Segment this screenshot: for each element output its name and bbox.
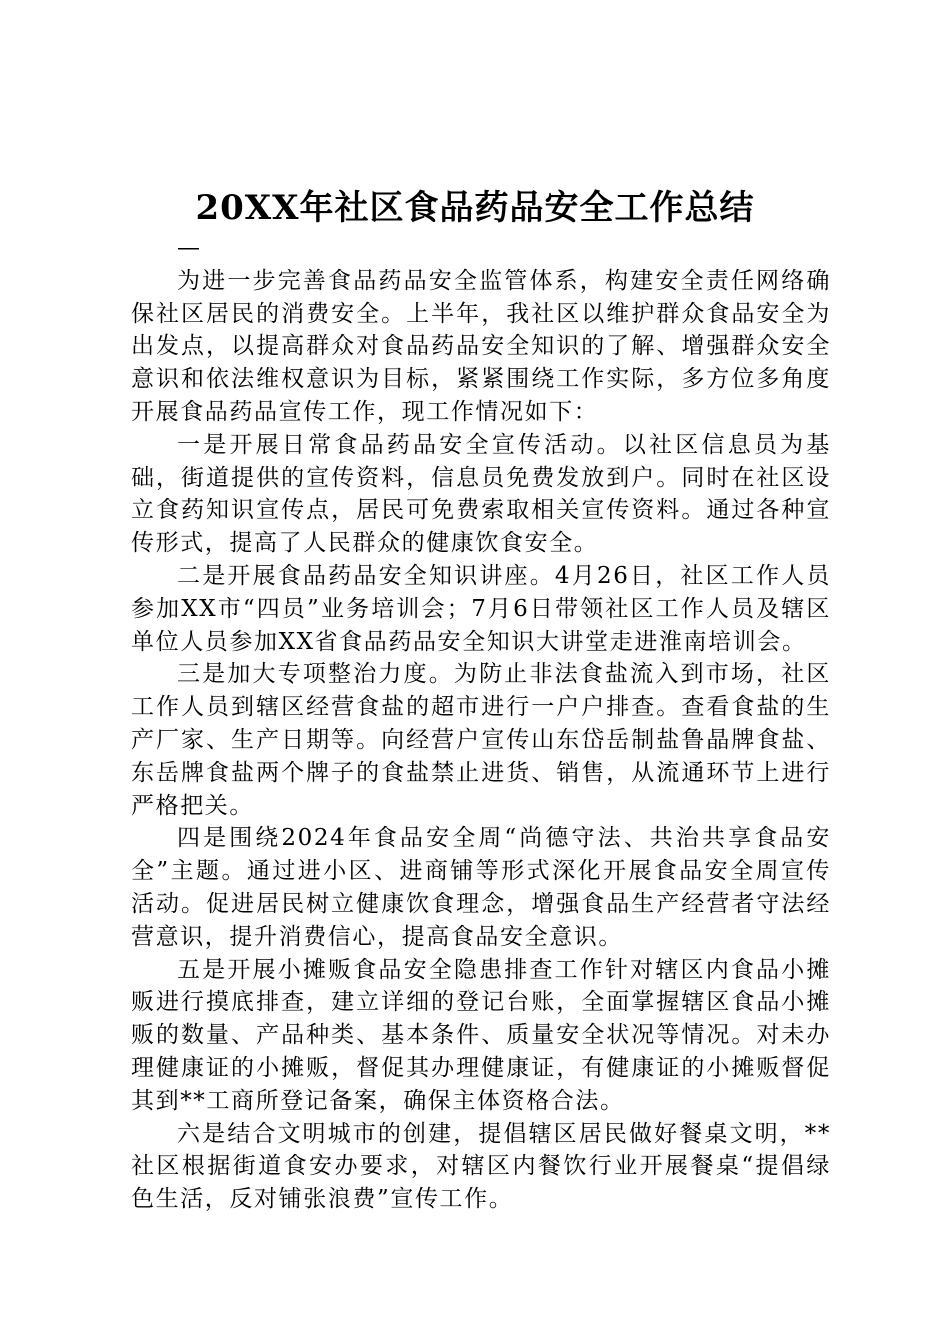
paragraph-item-3: 三是加大专项整治力度。为防止非法食盐流入到市场，社区工作人员到辖区经营食盐的超市进行一户户排查。查看食盐的生产厂家、生产日期等。向经营户宣传山东岱岳制盐鲁晶牌食盐、东岳牌食盐两个牌子的食盐禁止进货、销售，从流通环节上进行严格把关。	[131, 661, 831, 819]
paragraph-intro: 为进一步完善食品药品安全监管体系，构建安全责任网络确保社区居民的消费安全。上半年，我社区以维护群众食品安全为出发点，以提高群众对食品药品安全知识的了解、增强群众安全意识和依法维权意识为目标，紧紧围绕工作实际，多方位多角度开展食品药品宣传工作，现工作情况如下：	[131, 267, 831, 425]
paragraph-item-5: 五是开展小摊贩食品安全隐患排查工作针对辖区内食品小摊贩进行摸底排查，建立详细的登记台账，全面掌握辖区食品小摊贩的数量、产品种类、基本条件、质量安全状况等情况。对未办理健康证的小摊贩，督促其办理健康证，有健康证的小摊贩督促其到**工商所登记备案，确保主体资格合法。	[131, 956, 831, 1114]
document-body	[131, 232, 831, 1216]
paragraph-dash: —	[177, 235, 202, 261]
paragraph-item-1: 一是开展日常食品药品安全宣传活动。以社区信息员为基础，街道提供的宣传资料，信息员免费发放到户。同时在社区设立食药知识宣传点，居民可免费索取相关宣传资料。通过各种宣传形式，提高了人民群众的健康饮食安全。	[131, 431, 831, 557]
paragraph-item-6: 六是结合文明城市的创建，提倡辖区居民做好餐桌文明，**社区根据街道食安办要求，对辖区内餐饮行业开展餐桌“提倡绿色生活，反对铺张浪费”宣传工作。	[131, 1120, 831, 1213]
paragraph-item-2: 二是开展食品药品安全知识讲座。4月26日，社区工作人员参加XX市“四员”业务培训会；7月6日带领社区工作人员及辖区单位人员参加XX省食品药品安全知识大讲堂走进淮南培训会。	[131, 562, 831, 655]
document-title: 20XX年社区食品药品安全工作总结	[195, 188, 755, 228]
paragraph-item-4: 四是围绕2024年食品安全周“尚德守法、共治共享食品安全”主题。通过进小区、进商铺等形式深化开展食品安全周宣传活动。促进居民树立健康饮食理念，增强食品生产经营者守法经营意识，提升消费信心，提高食品安全意识。	[131, 825, 831, 950]
